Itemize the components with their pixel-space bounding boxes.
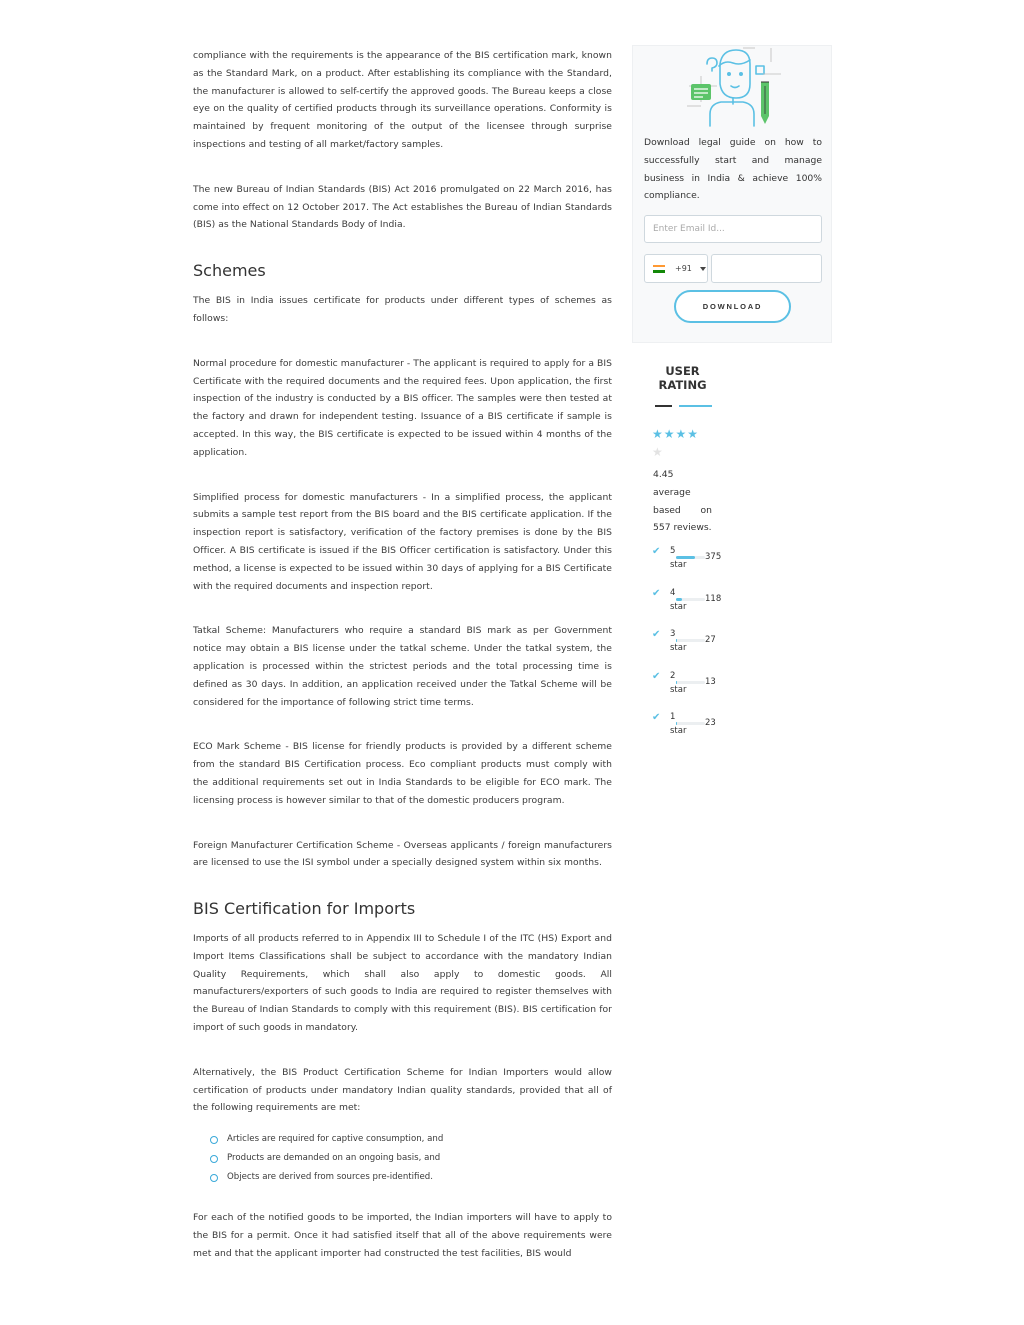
rating-count: 13 xyxy=(705,677,716,687)
paragraph-alternative-scheme: Alternatively, the BIS Product Certification Scheme for Indian Importers would allow certification of products under mandatory Indian quality standards, provided that all of the following requirements are met: xyxy=(193,1066,612,1114)
rating-bar-track xyxy=(676,681,705,684)
phone-input[interactable] xyxy=(711,254,822,283)
rating-level: 3 xyxy=(670,629,676,639)
download-button[interactable]: DOWNLOAD xyxy=(674,290,791,323)
paragraph-normal-procedure: Normal procedure for domestic manufacturer - The applicant is required to apply for a BIS Certificate with the required documents and the required fees. Upon application, the first inspection of the industry is conducted by a BIS officer. The samples were then tested at the factory and drawn for independent testing. Issuance of a BIS certificate if sample is accepted. In this way, the BIS certificate is expected to be issued within 4 months of the application. xyxy=(193,357,612,458)
paragraph-simplified-process: Simplified process for domestic manufacturers - In a simplified process, the applicant submits a sample test report from the BIS board and the BIS certificate application. If the inspection report is satisfactory, verification of the factory premises is done by the BIS Officer. A BIS certificate is issued if the BIS Officer certification is satisfactory. Under this method, a license is expected to be issued within 30 days of applying for a BIS Certificate with the required documents and inspection report. xyxy=(193,491,612,592)
rating-bar-row xyxy=(652,712,732,742)
legal-guide-text: Download legal guide on how to successfully start and manage business in India & achieve 100% compliance. xyxy=(644,137,822,202)
list-item: Objects are derived from sources pre-identified. xyxy=(210,1168,612,1187)
rating-count: 118 xyxy=(705,594,722,604)
check-icon: ✔ xyxy=(652,671,661,682)
paragraph-foreign-manufacturer: Foreign Manufacturer Certification Scheme - Overseas applicants / foreign manufacturers are licensed to use the ISI symbol under a specially designed system within six months. xyxy=(193,839,612,869)
paragraph-permit: For each of the notified goods to be imported, the Indian importers will have to apply to the BIS for a permit. Once it had satisfied itself that all of the above requirements were met and that the applicant importer had constructed the test facilities, BIS would xyxy=(193,1212,612,1259)
list-item: Articles are required for captive consumption, and xyxy=(210,1130,612,1149)
rating-star-label: star xyxy=(670,643,687,653)
legal-guide-card xyxy=(632,45,832,343)
rating-bar-fill xyxy=(676,556,695,559)
requirements-list xyxy=(193,1130,612,1187)
paragraph-schemes-intro: The BIS in India issues certificate for products under different types of schemes as follows: xyxy=(193,295,612,324)
title-underline-accent xyxy=(679,405,712,407)
bullet-circle-icon xyxy=(210,1155,218,1163)
list-item: Products are demanded on an ongoing basis, and xyxy=(210,1149,612,1168)
rating-bar-fill xyxy=(676,639,677,642)
title-underline-dark xyxy=(655,405,672,407)
rating-star-label: star xyxy=(670,602,687,612)
india-flag-icon xyxy=(653,265,665,273)
heading-schemes: Schemes xyxy=(193,261,266,281)
rating-bar-row xyxy=(652,629,732,659)
rating-summary: 4.45 average based on 557 reviews. xyxy=(653,469,712,534)
check-icon: ✔ xyxy=(652,629,661,640)
heading-imports: BIS Certification for Imports xyxy=(193,899,416,919)
user-rating-title: USER RATING xyxy=(658,364,707,392)
rating-star-label: star xyxy=(670,726,687,736)
rating-bar-track xyxy=(676,556,705,559)
star-icon: ★ xyxy=(687,427,699,441)
rating-level: 4 xyxy=(670,588,676,598)
check-icon: ✔ xyxy=(652,546,661,557)
rating-level: 1 xyxy=(670,712,676,722)
check-icon: ✔ xyxy=(652,712,661,723)
bullet-circle-icon xyxy=(210,1174,218,1182)
rating-bar-fill xyxy=(676,598,682,601)
chevron-down-icon xyxy=(700,267,706,271)
rating-bar-row xyxy=(652,588,732,618)
paragraph-bis-act: The new Bureau of Indian Standards (BIS) Act 2016 promulgated on 22 March 2016, has come into effect on 12 October 2017. The Act establishes the Bureau of Indian Standards (BIS) as the National Standards Body of India. xyxy=(193,183,612,231)
rating-bar-fill xyxy=(676,722,677,725)
country-code-value: +91 xyxy=(675,264,692,273)
article-body xyxy=(193,47,612,1290)
country-code-select[interactable] xyxy=(644,254,708,283)
star-rating xyxy=(652,425,712,461)
paragraph-eco-mark: ECO Mark Scheme - BIS license for friendly products is provided by a different scheme from the standard BIS Certification process. Eco compliant products must comply with the additional requirements set out in India Standards to be eligible for ECO mark. The licensing process is however similar to that of the domestic producers program. xyxy=(193,741,612,806)
rating-bar-track xyxy=(676,639,705,642)
rating-count: 375 xyxy=(705,552,722,562)
star-icon: ★ xyxy=(652,445,663,459)
rating-count: 23 xyxy=(705,718,716,728)
rating-count: 27 xyxy=(705,635,716,645)
bullet-circle-icon xyxy=(210,1136,218,1144)
star-icon: ★ xyxy=(652,427,663,441)
rating-star-label: star xyxy=(670,560,687,570)
rating-star-label: star xyxy=(670,685,687,695)
rating-bar-row xyxy=(652,671,732,701)
star-icon: ★ xyxy=(675,427,687,441)
person-thinking-illustration xyxy=(683,46,783,128)
rating-bar-track xyxy=(676,598,705,601)
rating-bar-row xyxy=(652,546,732,576)
star-icon: ★ xyxy=(663,427,675,441)
paragraph-imports: Imports of all products referred to in Appendix III to Schedule I of the ITC (HS) Export and Import Items Classifications shall be subject to accordance with the mandatory Indian Quality Requirements, which shall also apply to domestic goods. All manufacturers/exporters of such goods to India are required to register themselves with the Bureau of Indian Standards to comply with this requirement (BIS). BIS certification for import of such goods in mandatory. xyxy=(193,933,612,1034)
rating-bar-track xyxy=(676,722,705,725)
paragraph-compliance: compliance with the requirements is the appearance of the BIS certification mark, known as the Standard Mark, on a product. After establishing its compliance with the Standard, the manufacturer is allowed to self-certify the approved goods. The Bureau keeps a close eye on the quality of certified products through its surveillance operations. Conformity is maintained by frequent monitoring of the output of the licensee through surprise inspections and testing of all market/factory samples. xyxy=(193,50,612,150)
email-input[interactable] xyxy=(644,215,822,243)
rating-level: 5 xyxy=(670,546,676,556)
paragraph-tatkal-scheme: Tatkal Scheme: Manufacturers who require a standard BIS mark as per Government notice may obtain a BIS license under the tatkal scheme. Under the tatkal system, the application is processed within the strictest periods and the total processing time is defined as 30 days. In addition, an application received under the Tatkal Scheme will be considered for the importance of following strict time terms. xyxy=(193,625,612,708)
check-icon: ✔ xyxy=(652,588,661,599)
rating-level: 2 xyxy=(670,671,676,681)
rating-bar-fill xyxy=(676,681,677,684)
